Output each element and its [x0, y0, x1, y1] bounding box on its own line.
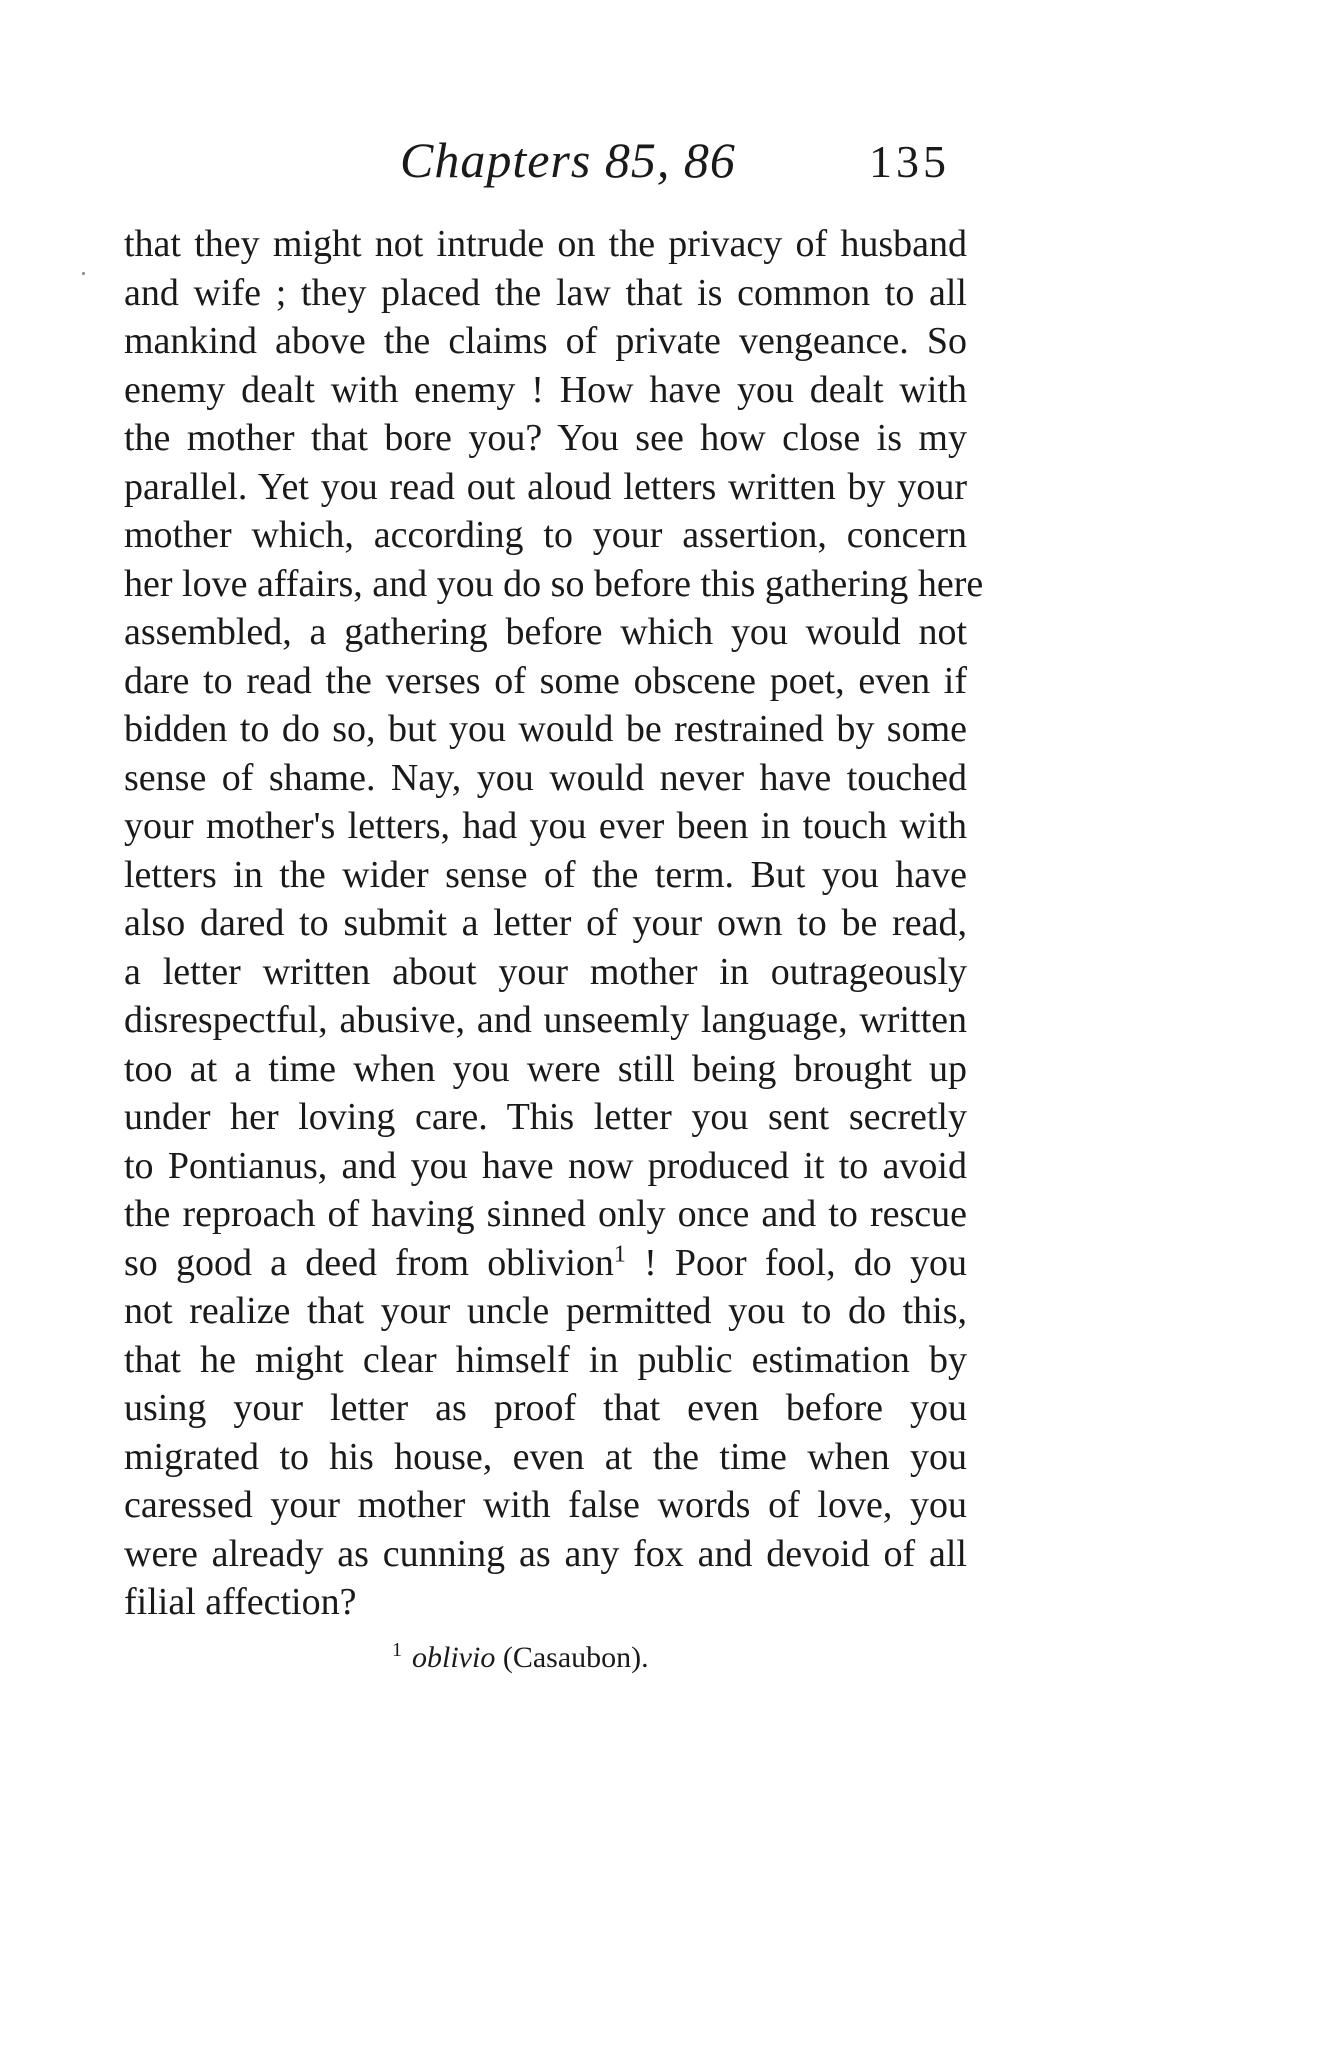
footnote-source: (Casaubon). [502, 1641, 649, 1674]
text-line: the reproach of having sinned only once and to rescue [124, 1193, 967, 1235]
running-head: Chapters 85, 86 [400, 132, 736, 188]
footnote [392, 1638, 649, 1678]
text-line: her love affairs, and you do so before this gathering here [124, 562, 984, 605]
text-line: too at a time when you were still being brought up [124, 1047, 967, 1090]
text-line: assembled, a gathering before which you would not [124, 611, 967, 653]
text-line: that he might clear himself in public estimation by [124, 1338, 967, 1381]
text-line: to Pontianus, and you have now produced it to avoid [124, 1144, 967, 1187]
text-line: dare to read the verses of some obscene poet, even if [124, 659, 967, 702]
text-line: the mother that bore you? You see how close is my [124, 417, 967, 459]
text-line: mankind above the claims of private vengeance. So [124, 320, 967, 362]
text-line: your mother's letters, had you ever been in touch with [124, 805, 967, 847]
text-line: parallel. Yet you read out aloud letters written by your [124, 465, 967, 508]
footnote-reference: 1 [613, 1240, 626, 1267]
text-line-with-footnote-ref [124, 1239, 967, 1288]
text-line: not realize that your uncle permitted you to do this, [124, 1290, 967, 1332]
text-line: under her loving care. This letter you sent secretly [124, 1096, 967, 1138]
text-line: disrespectful, abusive, and unseemly language, written [124, 999, 967, 1041]
page-number: 135 [869, 136, 950, 187]
text-line: mother which, according to your assertion, concern [124, 514, 967, 556]
footnote-number: 1 [392, 1639, 402, 1661]
text-line: and wife ; they placed the law that is common to all [124, 271, 967, 314]
text-line: enemy dealt with enemy ! How have you dealt with [124, 368, 967, 411]
text-line: letters in the wider sense of the term. But you have [124, 853, 967, 896]
text-line: bidden to do so, but you would be restrained by some [124, 708, 967, 750]
text-line: filial affection? [124, 1581, 357, 1623]
text-fragment: ! Poor fool, do you [625, 1241, 967, 1284]
footnote-term: oblivio [412, 1641, 496, 1674]
text-line: a letter written about your mother in outrageously [124, 950, 967, 993]
text-line: migrated to his house, even at the time when you [124, 1435, 967, 1478]
text-line: caressed your mother with false words of love, you [124, 1484, 967, 1526]
text-line: were already as cunning as any fox and devoid of all [124, 1532, 967, 1575]
text-line: sense of shame. Nay, you would never have touched [124, 756, 967, 799]
text-line: that they might not intrude on the privacy of husband [124, 223, 967, 265]
text-line: using your letter as proof that even before you [124, 1387, 967, 1429]
body-text [124, 220, 984, 1627]
text-line: also dared to submit a letter of your own to be read, [124, 902, 967, 944]
text-fragment: so good a deed from oblivion [124, 1241, 614, 1284]
paper-speck [82, 272, 85, 275]
